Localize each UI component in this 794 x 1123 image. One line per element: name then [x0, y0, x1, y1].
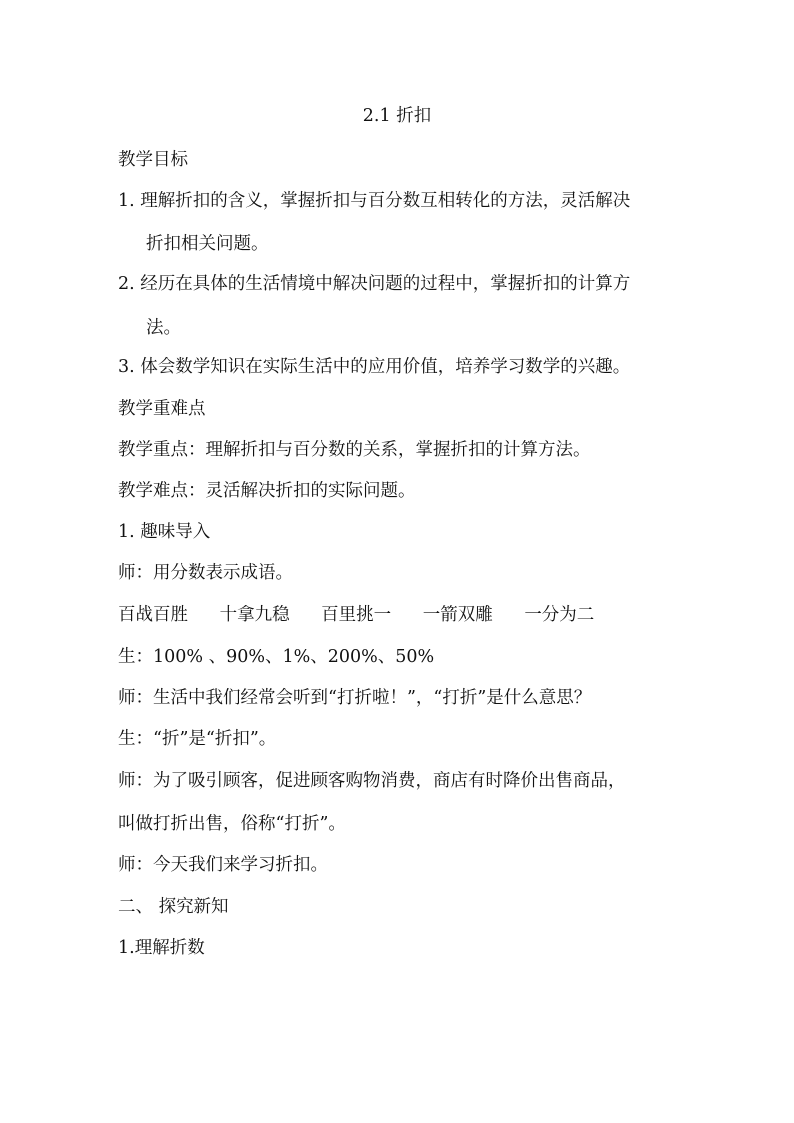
idiom-item: 一箭双雕: [422, 605, 493, 625]
keypoints-heading: 教学重难点: [118, 399, 206, 419]
key-point: 教学重点：理解折扣与百分数的关系，掌握折扣的计算方法。: [118, 440, 591, 460]
teacher-line-4: 师：今天我们来学习折扣。: [118, 855, 328, 875]
student-line-1: 生：100% 、90%、1%、200%、50%: [118, 647, 435, 667]
goal-3: 3. 体会数学知识在实际生活中的应用价值，培养学习数学的兴趣。: [118, 357, 631, 377]
document-title: 2.1 折扣: [362, 106, 432, 126]
teacher-line-1: 师：用分数表示成语。: [118, 563, 293, 583]
teacher-line-3b: 叫做打折出售，俗称“打折”。: [118, 814, 346, 834]
sub-heading-1: 1.理解折数: [118, 938, 205, 958]
difficult-point: 教学难点：灵活解决折扣的实际问题。: [118, 481, 416, 501]
goals-heading: 教学目标: [118, 150, 188, 170]
teacher-line-3a: 师：为了吸引顾客，促进顾客购物消费，商店有时降价出售商品，: [118, 771, 626, 791]
student-line-2: 生：“折”是“折扣”。: [118, 729, 277, 749]
goal-1-line-2: 折扣相关问题。: [146, 234, 269, 254]
goal-1-line-1: 1. 理解折扣的含义，掌握折扣与百分数互相转化的方法，灵活解决: [118, 191, 631, 211]
explore-heading: 二、 探究新知: [118, 897, 229, 917]
intro-heading: 1. 趣味导入: [118, 522, 211, 542]
teacher-line-2: 师：生活中我们经常会听到“打折啦！”，“打折”是什么意思？: [118, 688, 592, 708]
goal-2-line-2: 法。: [146, 318, 181, 338]
idiom-list: [118, 603, 620, 627]
idiom-item: 百战百胜: [118, 605, 188, 625]
idiom-item: 百里挑一: [321, 605, 392, 625]
idiom-item: 一分为二: [524, 605, 595, 625]
goal-2-line-1: 2. 经历在具体的生活情境中解决问题的过程中，掌握折扣的计算方: [118, 274, 631, 294]
idiom-item: 十拿九稳: [219, 605, 290, 625]
